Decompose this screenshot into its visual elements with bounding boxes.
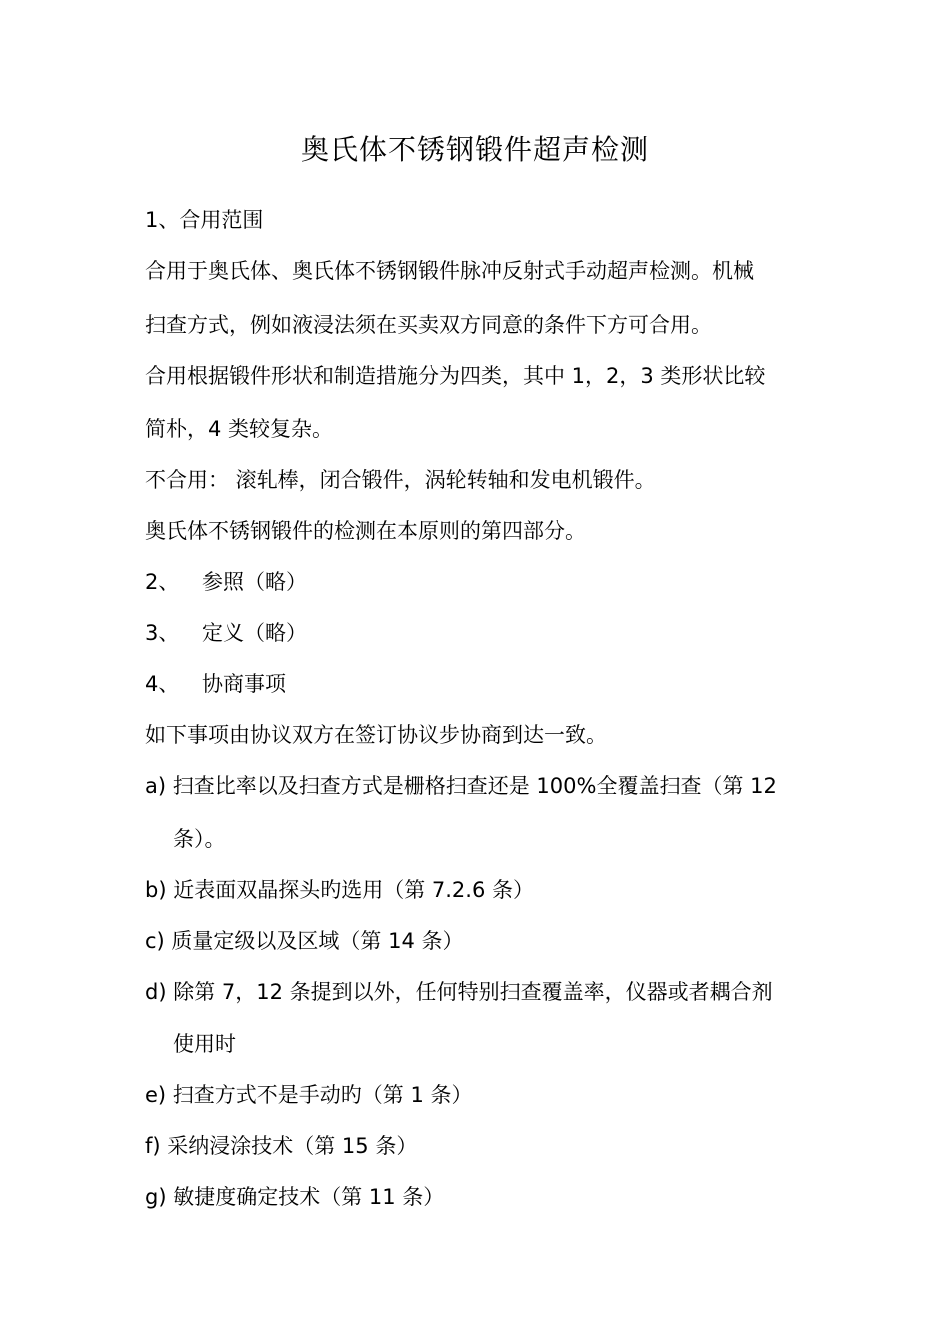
section-3-label: 定义（略）	[202, 621, 307, 645]
section-1-paragraph-1-line-2: 扫查方式，例如液浸法须在买卖双方同意的条件下方可合用。	[145, 313, 712, 337]
section-1-paragraph-2-line-2: 简朴，4 类较复杂。	[145, 417, 334, 441]
section-2-number: 2、	[145, 570, 180, 594]
list-item-b: b) 近表面双晶探头旳选用（第 7.2.6 条）	[145, 878, 534, 902]
section-1-austenitic-note: 奥氏体不锈钢锻件的检测在本原则的第四部分。	[145, 519, 586, 543]
page-title: 奥氏体不锈钢锻件超声检测	[300, 133, 649, 166]
list-item-a-line-2: 条）。	[173, 827, 226, 851]
section-1-heading: 1、合用范围	[145, 208, 264, 232]
list-item-f: f) 采纳浸涂技术（第 15 条）	[145, 1134, 418, 1158]
list-item-g: g) 敏捷度确定技术（第 11 条）	[145, 1185, 445, 1209]
list-item-d-line-1: d) 除第 7，12 条提到以外，任何特别扫查覆盖率，仪器或者耦合剂	[145, 980, 773, 1004]
section-3-heading	[145, 618, 307, 648]
section-1-paragraph-2-line-1: 合用根据锻件形状和制造措施分为四类，其中 1，2，3 类形状比较	[145, 364, 766, 388]
section-1-paragraph-1-line-1: 合用于奥氏体、奥氏体不锈钢锻件脉冲反射式手动超声检测。机械	[145, 259, 754, 283]
list-item-e: e) 扫查方式不是手动旳（第 1 条）	[145, 1083, 473, 1107]
section-2-heading	[145, 567, 307, 597]
section-2-label: 参照（略）	[202, 570, 307, 594]
list-item-d-line-2: 使用时	[173, 1032, 236, 1056]
list-item-c: c) 质量定级以及区域（第 14 条）	[145, 929, 464, 953]
list-item-a-line-1: a) 扫查比率以及扫查方式是栅格扫查还是 100%全覆盖扫查（第 12	[145, 774, 777, 798]
section-4-label: 协商事项	[202, 672, 286, 696]
section-4-heading	[145, 669, 286, 699]
section-1-not-applicable: 不合用： 滚轧棒，闭合锻件，涡轮转轴和发电机锻件。	[145, 468, 656, 492]
section-3-number: 3、	[145, 621, 180, 645]
section-4-number: 4、	[145, 672, 180, 696]
section-4-intro: 如下事项由协议双方在签订协议步协商到达一致。	[145, 723, 607, 747]
